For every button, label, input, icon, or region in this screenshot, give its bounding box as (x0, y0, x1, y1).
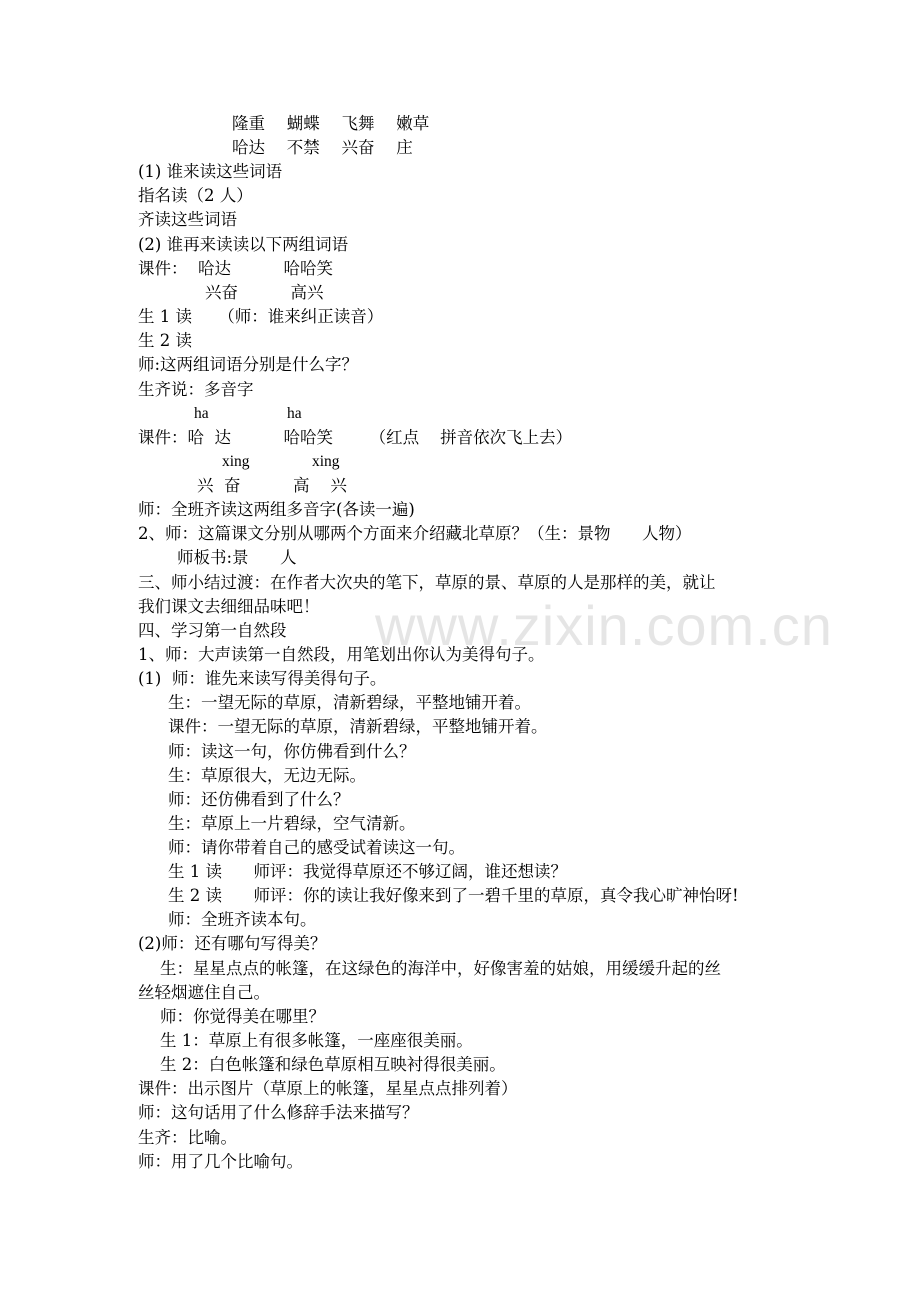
text-line: 师：请你带着自己的感受试着读这一句。 (168, 838, 465, 857)
text-line: 生：一望无际的草原，清新碧绿，平整地铺开着。 (168, 693, 531, 712)
text-line: 三、师小结过渡：在作者大次央的笔下，草原的景、草原的人是那样的美，就让 (138, 573, 716, 592)
vocab-row-2: 哈达 不禁 兴奋 庄 (232, 138, 413, 157)
text-line: 生 2：白色帐篷和绿色草原相互映衬得很美丽。 (160, 1055, 506, 1074)
text-line: 1、师：大声读第一自然段，用笔划出你认为美得句子。 (138, 645, 545, 664)
text-line: 课件：哈 达 哈哈笑 （红点 拼音依次飞上去） (138, 428, 573, 447)
text-line: (2) 谁再来读读以下两组词语 (138, 235, 349, 254)
text-line: 生 1 读 师评：我觉得草原还不够辽阔，谁还想读？ (168, 862, 567, 881)
text-line: 生 1：草原上有很多帐篷，一座座很美丽。 (160, 1031, 473, 1050)
watermark: www.zixin.com.cn (375, 594, 833, 657)
text-line: 生齐：比喻。 (138, 1128, 237, 1147)
text-line: 课件：出示图片（草原上的帐篷，星星点点排列着） (138, 1079, 518, 1098)
text-line: 丝轻烟遮住自己。 (138, 983, 270, 1002)
text-line: 师:这两组词语分别是什么字？ (138, 355, 359, 374)
text-line: 课件：一望无际的草原，清新碧绿，平整地铺开着。 (168, 717, 548, 736)
text-line: 师：你觉得美在哪里？ (160, 1007, 325, 1026)
pinyin-annotation: xing (222, 453, 250, 470)
text-line: 齐读这些词语 (138, 210, 237, 229)
text-line: 师：读这一句，你仿佛看到什么？ (168, 742, 416, 761)
text-line: 生齐说：多音字 (138, 380, 254, 399)
text-line: 四、学习第一自然段 (138, 621, 287, 640)
text-line: 生：草原上一片碧绿，空气清新。 (168, 814, 416, 833)
text-line: 生 2 读 师评：你的读让我好像来到了一碧千里的草原，真令我心旷神怡呀! (168, 886, 739, 905)
vocab-row-1: 隆重 蝴蝶 飞舞 嫩草 (232, 114, 430, 133)
text-line: 生 1 读 （师：谁来纠正读音） (138, 307, 384, 326)
text-line: (1) 师：谁先来读写得美得句子。 (138, 669, 387, 688)
pinyin-annotation: ha (287, 405, 302, 422)
text-line: 师：这句话用了什么修辞手法来描写？ (138, 1103, 419, 1122)
pinyin-annotation: xing (312, 453, 340, 470)
text-line: 指名读（2 人） (138, 186, 253, 205)
text-line: 生：草原很大，无边无际。 (168, 766, 366, 785)
text-line: 课件： 哈达 哈哈笑 (138, 259, 333, 278)
text-line: 生 2 读 (138, 331, 192, 350)
text-line: 兴奋 高兴 (205, 283, 324, 302)
text-line: 师：全班齐读本句。 (168, 910, 317, 929)
text-line: 2、师：这篇课文分别从哪两个方面来介绍藏北草原？（生：景物 人物） (138, 524, 692, 543)
text-line: 生：星星点点的帐篷，在这绿色的海洋中，好像害羞的姑娘，用缓缓升起的丝 (160, 959, 721, 978)
text-line: 师板书:景 人 (177, 548, 297, 567)
text-line: 我们课文去细细品味吧！ (138, 597, 320, 616)
pinyin-annotation: ha (194, 405, 209, 422)
text-line: 师：用了几个比喻句。 (138, 1152, 303, 1171)
text-line: (1) 谁来读这些词语 (138, 162, 283, 181)
text-line: (2)师：还有哪句写得美？ (138, 934, 327, 953)
text-line: 师：全班齐读这两组多音字(各读一遍) (138, 500, 415, 519)
text-line: 师：还仿佛看到了什么？ (168, 790, 350, 809)
text-line: 兴 奋 高 兴 (197, 476, 347, 495)
